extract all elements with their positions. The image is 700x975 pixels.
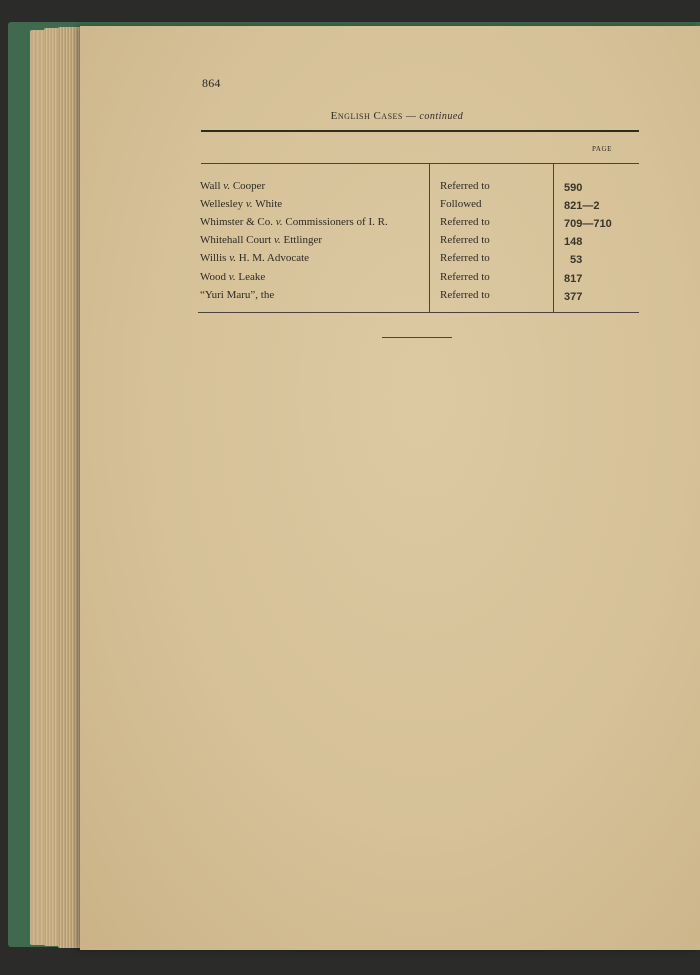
case-name: Wellesley v. White (200, 198, 283, 210)
case-treatment: Followed (440, 198, 482, 210)
case-name: Wall v. Cooper (200, 180, 266, 192)
case-treatment: Referred to (440, 271, 490, 283)
running-head-dash: — (405, 111, 417, 122)
header-rule (201, 130, 639, 132)
table-row (200, 234, 650, 252)
case-treatment: Referred to (440, 289, 490, 301)
table-row (200, 198, 650, 216)
case-page: 590 (564, 182, 583, 194)
table-row (200, 252, 650, 270)
case-page: 148 (564, 236, 583, 248)
case-page: 817 (564, 273, 583, 285)
table-row (200, 289, 650, 307)
running-head-continued: continued (419, 111, 464, 122)
case-treatment: Referred to (440, 234, 490, 246)
case-name: Whimster & Co. v. Commissioners of I. R. (200, 216, 388, 228)
running-head-title: English Cases (330, 110, 403, 122)
case-page: 709—710 (564, 218, 612, 230)
end-rule (382, 337, 452, 338)
case-treatment: Referred to (440, 180, 490, 192)
case-name: “Yuri Maru”, the (200, 289, 275, 301)
table-row (200, 180, 650, 198)
case-treatment: Referred to (440, 252, 490, 264)
case-name: Wood v. Leake (200, 271, 266, 283)
case-name: Willis v. H. M. Advocate (200, 252, 310, 264)
table-top-rule (201, 163, 639, 164)
book-page (80, 26, 700, 950)
case-page: 377 (564, 291, 583, 303)
case-page: 821—2 (564, 200, 600, 212)
table-row (200, 216, 650, 234)
case-page: 53 (570, 254, 583, 266)
page-column-label: PAGE (592, 145, 613, 153)
table-row (200, 271, 650, 289)
case-name: Whitehall Court v. Ettlinger (200, 234, 323, 246)
case-treatment: Referred to (440, 216, 490, 228)
running-head (80, 110, 700, 122)
table-bottom-rule (198, 312, 639, 313)
page-number: 864 (202, 76, 221, 90)
